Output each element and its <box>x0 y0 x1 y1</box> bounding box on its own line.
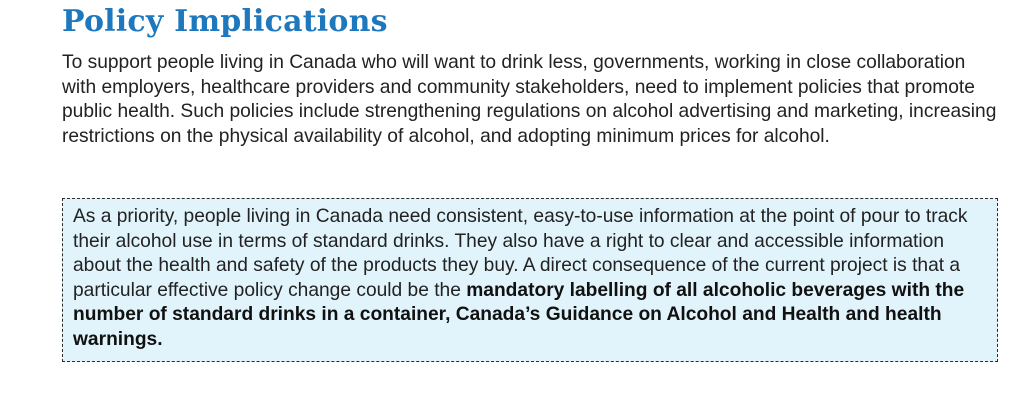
policy-implications-section <box>62 2 1002 149</box>
priority-callout-box <box>62 198 998 362</box>
callout-paragraph <box>73 205 987 353</box>
callout-emphasis: mandatory labelling of all alcoholic beverages with the number of standard drinks in a container, Canada’s Guidance on Alcohol and Health and health warnings. <box>73 279 965 350</box>
intro-paragraph: To support people living in Canada who will want to drink less, governments, working in close collaboration with employers, healthcare providers and community stakeholders, need to implement policies that promote public health. Such policies include strengthening regulations on alcohol advertising and marketing, increasing restrictions on the physical availability of alcohol, and adopting minimum prices for alcohol. <box>62 52 997 147</box>
callout-text: As a priority, people living in Canada need consistent, easy-to-use information at the point of pour to track their alcohol use in terms of standard drinks. They also have a right to clear and accessible information about the health and safety of the products they buy. A direct consequence of the current project is that a particular effective policy change could be the <box>73 206 968 301</box>
section-heading: Policy Implications <box>62 4 388 39</box>
